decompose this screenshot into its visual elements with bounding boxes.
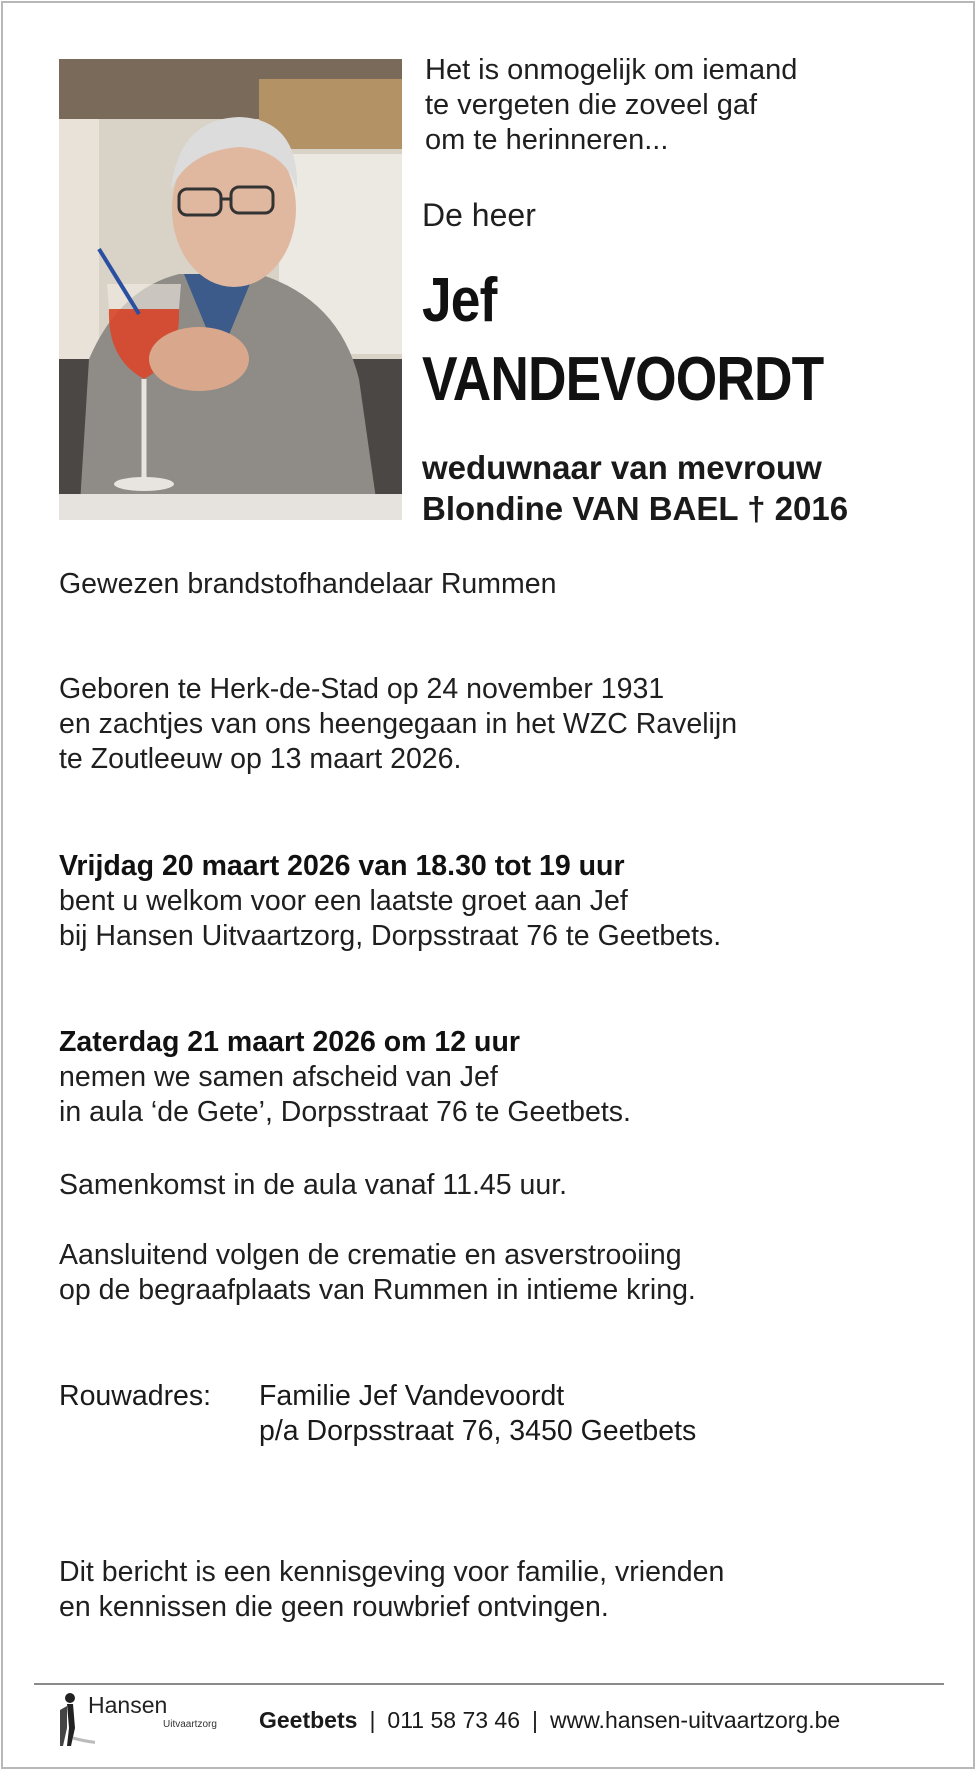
text-line: Samenkomst in de aula vanaf 11.45 uur. — [59, 1169, 568, 1201]
footer-phone[interactable]: 011 58 73 46 — [387, 1707, 521, 1733]
cremation-paragraph — [59, 1238, 696, 1308]
notice-paragraph — [59, 1555, 724, 1625]
portrait-photo — [59, 59, 402, 520]
visitation-heading: Vrijdag 20 maart 2026 van 18.30 tot 19 uur — [59, 850, 625, 882]
text-line: bij Hansen Uitvaartzorg, Dorpsstraat 76 te Geetbets. — [59, 920, 722, 952]
footer-contact — [259, 1705, 840, 1735]
first-name: Jef — [422, 266, 497, 335]
address-lines — [259, 1379, 696, 1449]
logo-subtitle: Uitvaartzorg — [163, 1719, 217, 1730]
address-label: Rouwadres: — [59, 1380, 212, 1412]
text-line: op de begraafplaats van Rummen in intieme kring. — [59, 1274, 696, 1306]
address-line: p/a Dorpsstraat 76, 3450 Geetbets — [259, 1415, 697, 1447]
text-line: te Zoutleeuw op 13 maart 2026. — [59, 743, 462, 775]
quote-line: Het is onmogelijk om iemand — [425, 54, 798, 86]
text-line: bent u welkom voor een laatste groet aan Jef — [59, 885, 628, 917]
farewell-paragraph — [59, 1025, 631, 1130]
widower-line: Blondine VAN BAEL † 2016 — [422, 490, 849, 527]
footer-town: Geetbets — [259, 1707, 358, 1733]
widower-line: weduwnaar van mevrouw — [422, 449, 822, 486]
text-line: in aula ‘de Gete’, Dorpsstraat 76 te Geetbets. — [59, 1096, 631, 1128]
text-line: nemen we samen afscheid van Jef — [59, 1061, 498, 1093]
text-line: Dit bericht is een kennisgeving voor familie, vrienden — [59, 1556, 725, 1588]
farewell-heading: Zaterdag 21 maart 2026 om 12 uur — [59, 1026, 520, 1058]
text-line: en kennissen die geen rouwbrief ontvingen. — [59, 1591, 609, 1623]
visitation-paragraph — [59, 849, 721, 954]
occupation-text: Gewezen brandstofhandelaar Rummen — [59, 568, 557, 600]
occupation — [59, 567, 556, 602]
text-line: en zachtjes van ons heengegaan in het WZC Ravelijn — [59, 708, 738, 740]
widower-statement — [422, 447, 848, 529]
footer-divider — [34, 1683, 944, 1685]
last-name: VANDEVOORDT — [422, 345, 824, 414]
birth-death-paragraph — [59, 672, 737, 777]
quote-line: te vergeten die zoveel gaf — [425, 89, 758, 121]
logo-name: Hansen — [88, 1692, 168, 1718]
address-line: Familie Jef Vandevoordt — [259, 1380, 565, 1412]
quote-line: om te herinneren... — [425, 124, 669, 156]
footer-website-link[interactable]: www.hansen-uitvaartzorg.be — [550, 1707, 841, 1733]
honorific: De heer — [422, 197, 536, 233]
text-line: Geboren te Herk-de-Stad op 24 november 1931 — [59, 673, 665, 705]
gathering-paragraph — [59, 1168, 567, 1203]
footer-separator: | — [532, 1707, 538, 1733]
text-line: Aansluitend volgen de crematie en asverstrooiing — [59, 1239, 682, 1271]
memorial-quote — [425, 53, 797, 158]
funeral-home-logo — [55, 1688, 235, 1750]
footer-separator: | — [369, 1707, 376, 1733]
